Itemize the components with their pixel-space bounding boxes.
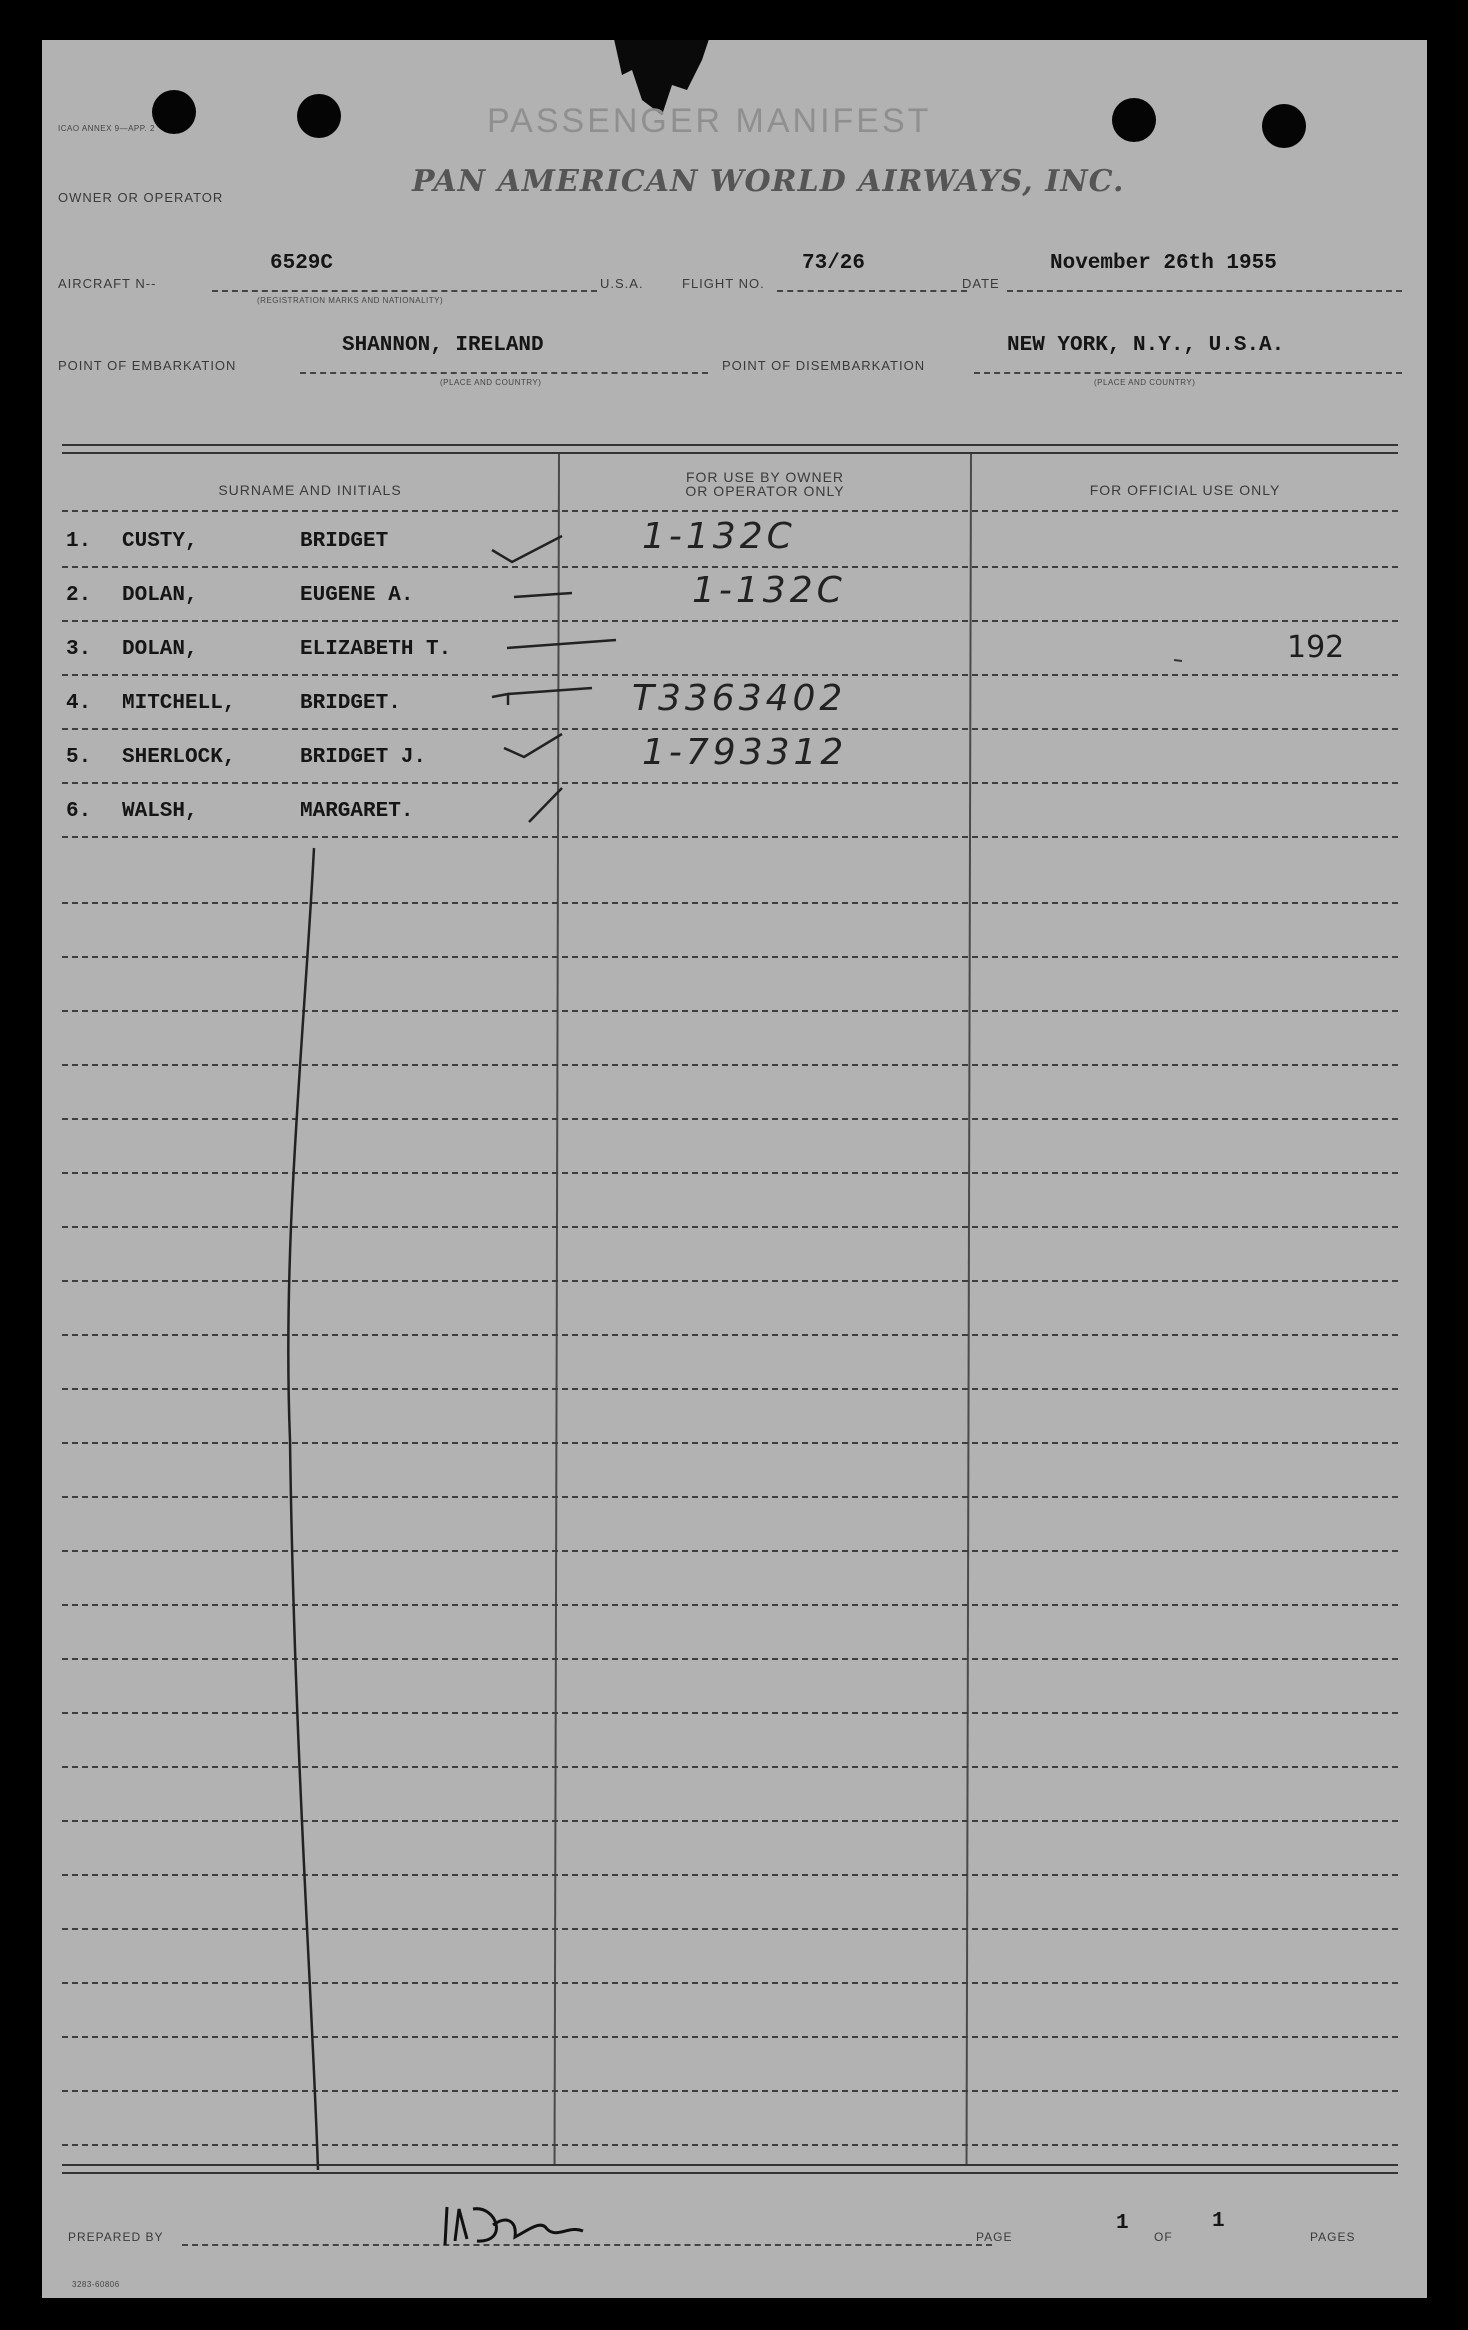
flight-label: FLIGHT NO. <box>682 276 765 291</box>
passenger-surname: DOLAN, <box>122 638 198 661</box>
disembark-label: POINT OF DISEMBARKATION <box>722 358 926 373</box>
embark-caption: (PLACE AND COUNTRY) <box>440 378 542 387</box>
passenger-surname: SHERLOCK, <box>122 746 236 769</box>
owner-note: 1-132C <box>642 516 796 557</box>
embark-value: SHANNON, IRELAND <box>342 334 544 357</box>
form-number: 3283-60806 <box>72 2280 120 2289</box>
passenger-given-name: EUGENE A. <box>300 584 414 607</box>
date-value: November 26th 1955 <box>1050 252 1277 275</box>
row-number: 2. <box>66 584 92 607</box>
aircraft-caption: (REGISTRATION MARKS AND NATIONALITY) <box>257 296 444 305</box>
aircraft-label: AIRCRAFT N-- <box>58 276 157 291</box>
header-official-use: FOR OFFICIAL USE ONLY <box>1089 482 1281 498</box>
passenger-surname: WALSH, <box>122 800 198 823</box>
row-number: 5. <box>66 746 92 769</box>
owner-note: T3363402 <box>632 678 847 719</box>
disembark-caption: (PLACE AND COUNTRY) <box>1094 378 1196 387</box>
passenger-surname: DOLAN, <box>122 584 198 607</box>
owner-value: PAN AMERICAN WORLD AIRWAYS, INC. <box>412 164 1125 199</box>
passenger-given-name: BRIDGET. <box>300 692 401 715</box>
flight-value: 73/26 <box>802 252 866 275</box>
header-owner-use-line2: OR OPERATOR ONLY <box>685 483 845 499</box>
form-reference: ICAO ANNEX 9—APP. 2 <box>58 124 155 133</box>
owner-label: OWNER OR OPERATOR <box>58 190 224 205</box>
aircraft-value: 6529C <box>270 252 334 275</box>
passenger-given-name: BRIDGET <box>300 530 389 553</box>
header-owner-use-line1: FOR USE BY OWNER <box>685 469 845 485</box>
official-note: 192 <box>1287 630 1345 665</box>
passenger-given-name: MARGARET. <box>300 800 414 823</box>
usa-label: U.S.A. <box>600 276 644 291</box>
passenger-surname: MITCHELL, <box>122 692 236 715</box>
of-value: 1 <box>1212 2210 1225 2233</box>
row-number: 3. <box>66 638 92 661</box>
disembark-value: NEW YORK, N.Y., U.S.A. <box>1007 334 1285 357</box>
handwritten-marks <box>42 40 1427 2298</box>
page-value: 1 <box>1116 2212 1129 2235</box>
form-title: PASSENGER MANIFEST <box>487 102 932 140</box>
passenger-given-name: ELIZABETH T. <box>300 638 452 661</box>
pages-label: PAGES <box>1310 2230 1356 2244</box>
prepared-by-label: PREPARED BY <box>68 2230 164 2244</box>
owner-note: 1-132C <box>692 570 846 611</box>
owner-note: 1-793312 <box>642 732 848 773</box>
row-number: 1. <box>66 530 92 553</box>
row-number: 6. <box>66 800 92 823</box>
of-label: OF <box>1154 2230 1173 2244</box>
header-surname: SURNAME AND INITIALS <box>218 482 402 498</box>
preparer-signature <box>437 2195 667 2255</box>
embark-label: POINT OF EMBARKATION <box>58 358 237 373</box>
passenger-surname: CUSTY, <box>122 530 198 553</box>
page-label: PAGE <box>976 2230 1013 2244</box>
footer-rule <box>62 2164 1398 2174</box>
manifest-sheet <box>42 40 1427 2298</box>
passenger-given-name: BRIDGET J. <box>300 746 427 769</box>
date-label: DATE <box>962 276 1000 291</box>
row-number: 4. <box>66 692 92 715</box>
